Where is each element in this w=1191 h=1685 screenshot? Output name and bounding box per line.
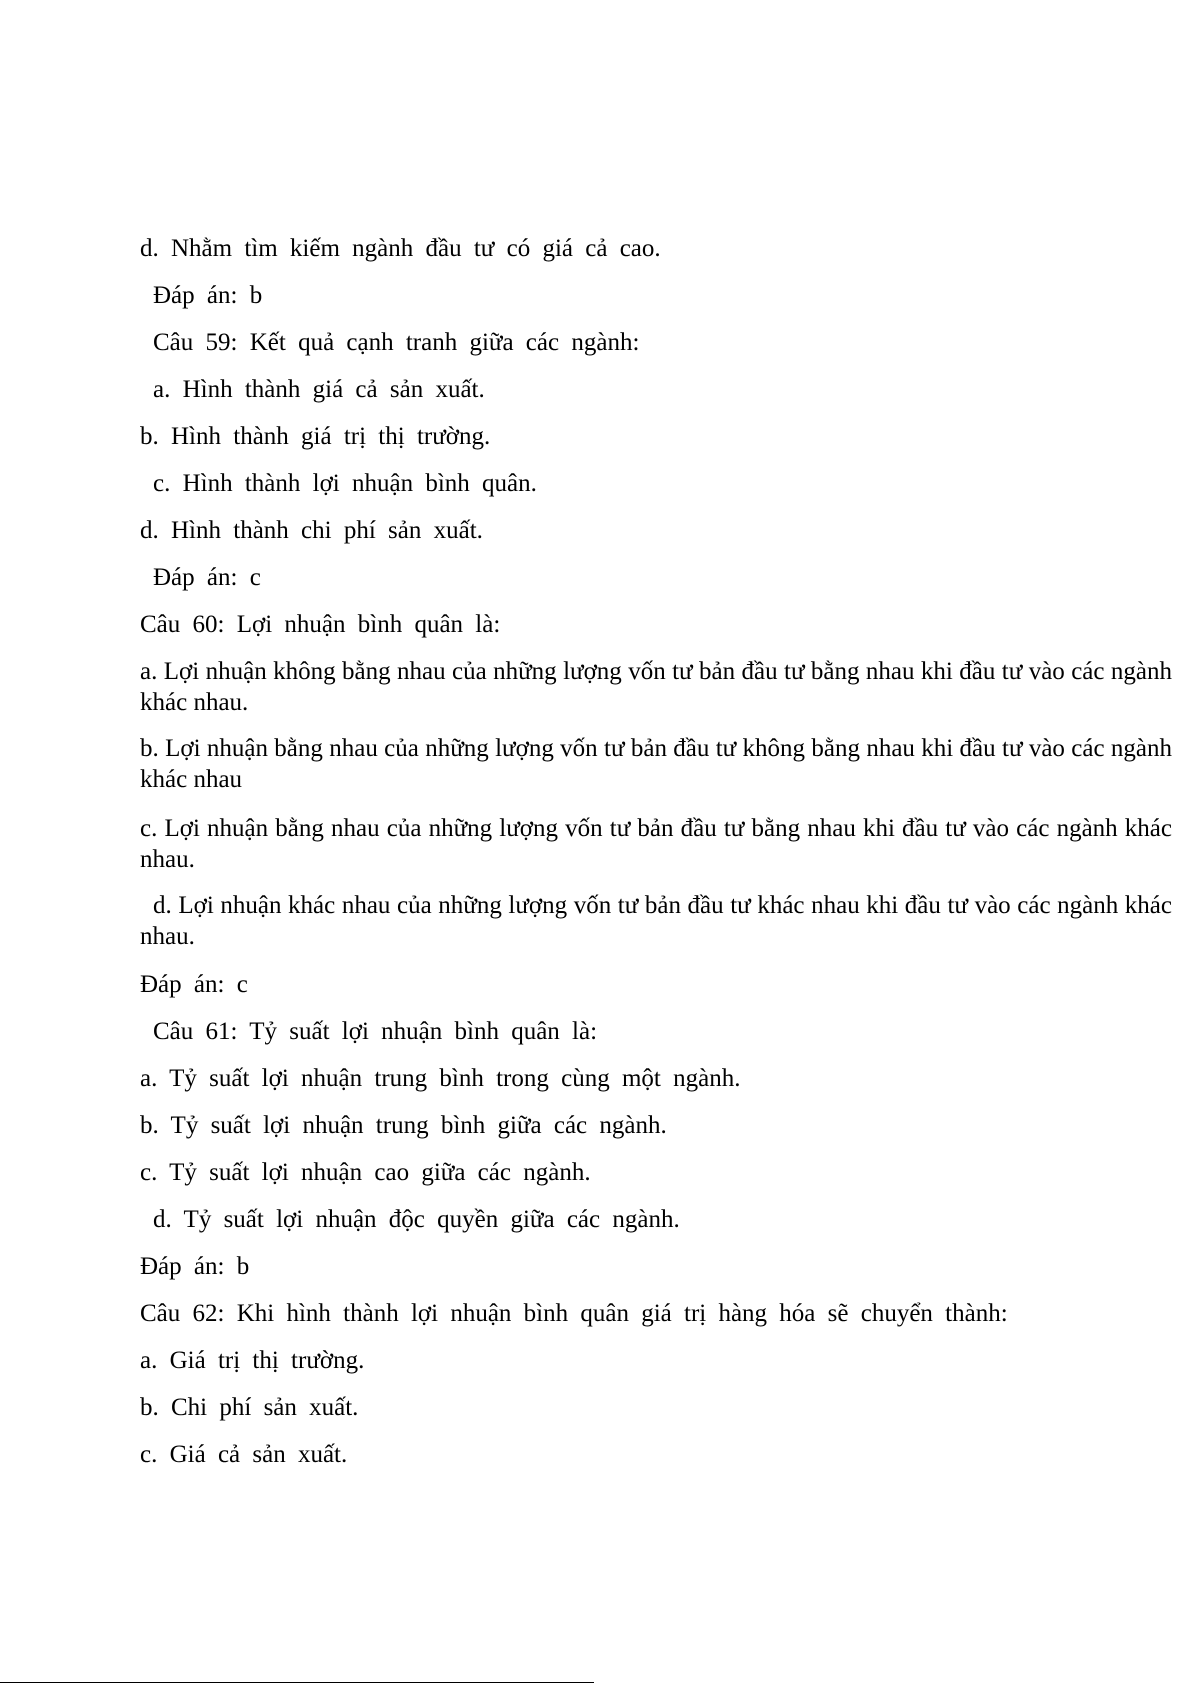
option-c-q60: c. Lợi nhuận bằng nhau của những lượng vốn tư bản đầu tư bằng nhau khi đầu tư vào các ngành khác nhau. (140, 815, 1172, 873)
option-a-q62: a. Giá trị thị trường. (140, 1347, 365, 1374)
option-c-q61: c. Tỷ suất lợi nhuận cao giữa các ngành. (140, 1159, 591, 1186)
option-b-q60: b. Lợi nhuận bằng nhau của những lượng vốn tư bản đầu tư không bằng nhau khi đầu tư vào các ngành khác nhau (140, 735, 1172, 793)
option-d-q61: d. Tỷ suất lợi nhuận độc quyền giữa các ngành. (153, 1206, 680, 1233)
answer-q59: Đáp án: c (153, 564, 261, 591)
option-a-q59: a. Hình thành giá cả sản xuất. (153, 376, 485, 403)
answer-q61: Đáp án: b (140, 1253, 250, 1280)
question-61: Câu 61: Tỷ suất lợi nhuận bình quân là: (153, 1018, 598, 1045)
question-59: Câu 59: Kết quả cạnh tranh giữa các ngành: (153, 329, 640, 356)
option-b-q61: b. Tỷ suất lợi nhuận trung bình giữa các ngành. (140, 1112, 667, 1139)
footnote-divider (0, 1682, 594, 1683)
option-a-q60: a. Lợi nhuận không bằng nhau của những lượng vốn tư bản đầu tư bằng nhau khi đầu tư vào các ngành khác nhau. (140, 658, 1172, 716)
option-c-q62: c. Giá cả sản xuất. (140, 1441, 348, 1468)
option-c-q59: c. Hình thành lợi nhuận bình quân. (153, 470, 537, 497)
option-b-q59: b. Hình thành giá trị thị trường. (140, 423, 491, 450)
question-62: Câu 62: Khi hình thành lợi nhuận bình quân giá trị hàng hóa sẽ chuyển thành: (140, 1300, 1008, 1327)
option-a-q61: a. Tỷ suất lợi nhuận trung bình trong cùng một ngành. (140, 1065, 741, 1092)
question-60: Câu 60: Lợi nhuận bình quân là: (140, 611, 501, 638)
option-b-q62: b. Chi phí sản xuất. (140, 1394, 359, 1421)
option-d-q60: d. Lợi nhuận khác nhau của những lượng vốn tư bản đầu tư khác nhau khi đầu tư vào các ngành khác nhau. (140, 892, 1172, 950)
answer-q60: Đáp án: c (140, 971, 248, 998)
option-d-q59: d. Hình thành chi phí sản xuất. (140, 517, 483, 544)
option-d-q58: d. Nhằm tìm kiếm ngành đầu tư có giá cả cao. (140, 235, 661, 262)
answer-q58: Đáp án: b (153, 282, 263, 309)
